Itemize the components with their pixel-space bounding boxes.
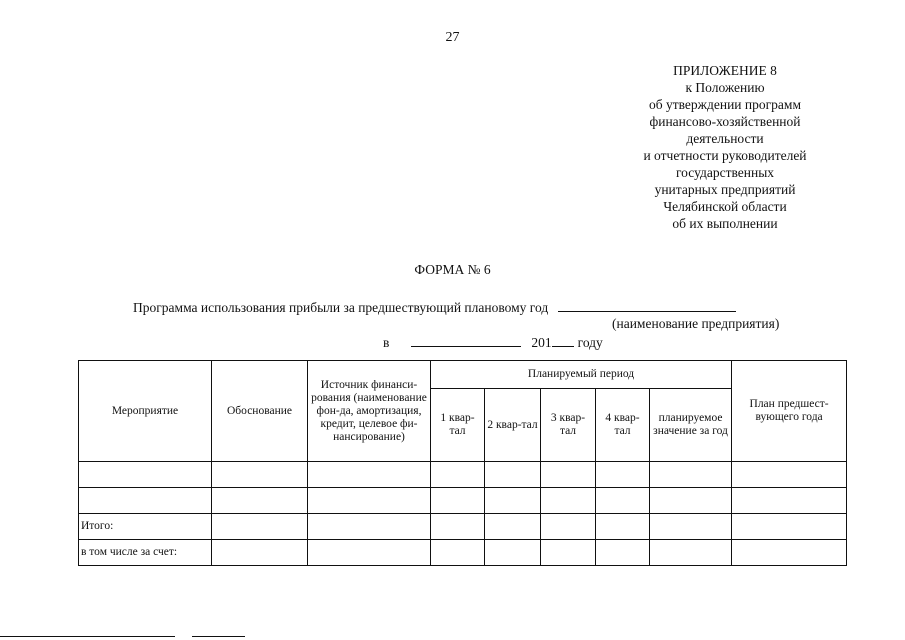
header-q2: 2 квар-тал (485, 389, 541, 462)
table-row (79, 514, 847, 540)
table-cell[interactable] (308, 462, 431, 488)
header-q3: 3 квар-тал (541, 389, 596, 462)
table-cell[interactable] (732, 514, 847, 540)
header-source: Источник финанси-рования (наименование фон-да, амортизация, кредит, целевое фи-нансирование) (308, 361, 431, 462)
table-cell[interactable] (431, 514, 485, 540)
table-cell[interactable] (650, 462, 732, 488)
appendix-line: унитарных предприятий (654, 182, 796, 197)
period-prefix: в (383, 335, 390, 350)
table-cell[interactable] (541, 514, 596, 540)
table-cell[interactable] (212, 514, 308, 540)
form-table (78, 360, 847, 566)
appendix-line: государственных (675, 165, 775, 180)
appendix-line: об утверждении программ (648, 97, 801, 112)
table-cell[interactable] (431, 488, 485, 514)
table-row (79, 462, 847, 488)
table-cell[interactable] (596, 514, 650, 540)
org-caption: (наименование предприятия) (612, 316, 780, 331)
table-cell[interactable] (596, 462, 650, 488)
table-cell[interactable] (485, 514, 541, 540)
program-title-line (133, 298, 736, 316)
table-cell[interactable] (596, 540, 650, 566)
table-cell[interactable] (541, 488, 596, 514)
row-label-total: Итого: (79, 514, 212, 540)
table-cell[interactable] (541, 462, 596, 488)
period-line (383, 333, 603, 351)
row-label-including: в том числе за счет: (79, 540, 212, 566)
header-justification: Обоснование (212, 361, 308, 462)
program-title: Программа использования прибыли за предшествующий плановому год (133, 300, 549, 315)
org-name-blank[interactable] (558, 298, 736, 312)
appendix-line: финансово-хозяйственной (649, 114, 801, 129)
table-cell[interactable] (732, 488, 847, 514)
table-cell[interactable] (485, 488, 541, 514)
table-cell[interactable] (732, 462, 847, 488)
table-cell[interactable] (431, 540, 485, 566)
row-label (79, 462, 212, 488)
table-cell[interactable] (650, 488, 732, 514)
table-cell[interactable] (650, 540, 732, 566)
header-q4: 4 квар-тал (596, 389, 650, 462)
table-cell[interactable] (650, 514, 732, 540)
period-suffix: году (577, 335, 603, 350)
header-planned-period: Планируемый период (431, 361, 732, 389)
header-event: Мероприятие (79, 361, 212, 462)
table-cell[interactable] (212, 462, 308, 488)
footnote-rule (0, 636, 175, 637)
header-planned-year: планируемое значение за год (650, 389, 732, 462)
footnote-rule (192, 636, 245, 637)
table-cell[interactable] (732, 540, 847, 566)
appendix-line: ПРИЛОЖЕНИЕ 8 (673, 63, 777, 78)
year-prefix: 201 (531, 335, 552, 350)
table-cell[interactable] (431, 462, 485, 488)
page-number: 27 (445, 30, 460, 45)
table-cell[interactable] (212, 540, 308, 566)
header-q1: 1 квар-тал (431, 389, 485, 462)
table-row (79, 540, 847, 566)
header-prev-year: План предшест-вующего года (732, 361, 847, 462)
year-blank[interactable] (552, 333, 574, 347)
table-cell[interactable] (596, 488, 650, 514)
table-cell[interactable] (308, 514, 431, 540)
table-cell[interactable] (485, 462, 541, 488)
form-title: ФОРМА № 6 (414, 262, 491, 277)
appendix-line: об их выполнении (672, 216, 778, 231)
appendix-line: Челябинской области (663, 199, 787, 214)
table-row (79, 488, 847, 514)
table-cell[interactable] (485, 540, 541, 566)
appendix-header (610, 62, 840, 232)
table-cell[interactable] (541, 540, 596, 566)
table-cell[interactable] (308, 488, 431, 514)
table-cell[interactable] (308, 540, 431, 566)
appendix-line: деятельности (686, 131, 764, 146)
appendix-line: к Положению (685, 80, 765, 95)
row-label (79, 488, 212, 514)
period-blank[interactable] (411, 333, 521, 347)
appendix-line: и отчетности руководителей (643, 148, 807, 163)
table-cell[interactable] (212, 488, 308, 514)
